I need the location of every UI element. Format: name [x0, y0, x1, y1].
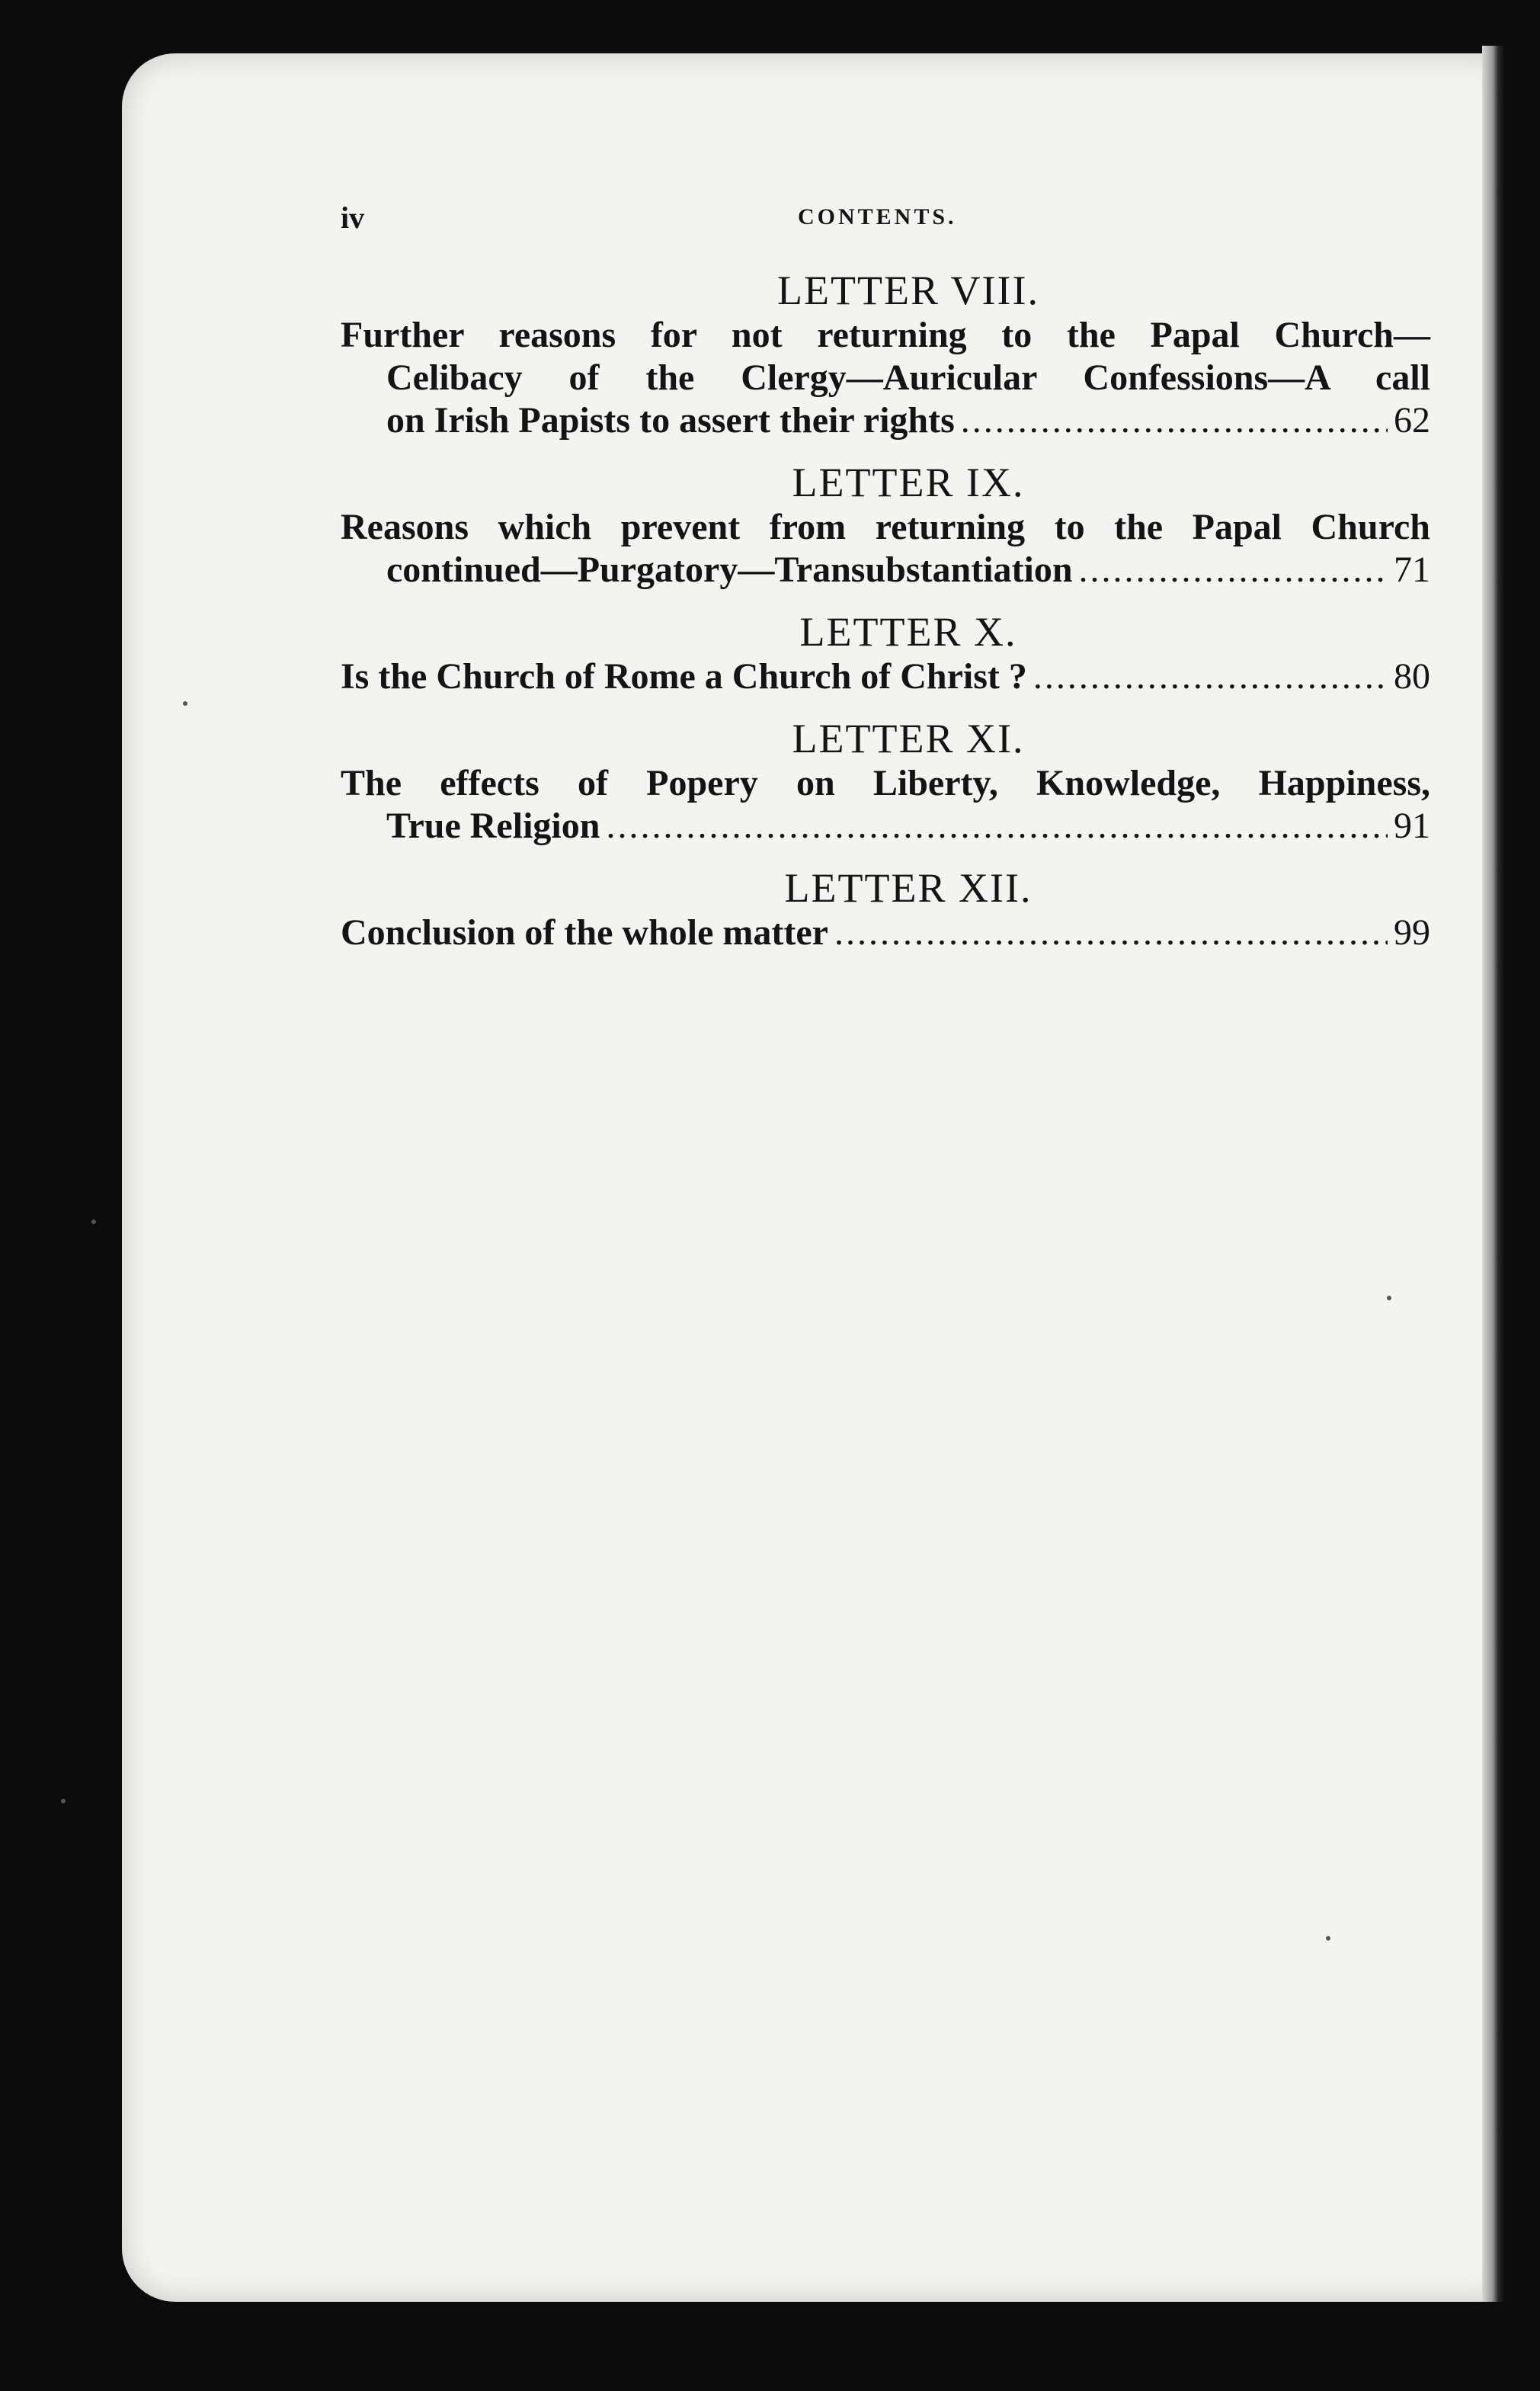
dot-leader	[1079, 549, 1388, 591]
entry-page-number: 91	[1394, 806, 1430, 846]
entry-last-line	[341, 805, 1430, 848]
dot-leader	[834, 912, 1388, 954]
page-header	[341, 200, 1438, 245]
entry-heading: LETTER XI.	[792, 716, 1025, 761]
entry-description	[341, 912, 1430, 954]
entry-line: Celibacy of the Clergy—Auricular Confessions—A call	[386, 357, 1430, 398]
entry-last-line	[341, 399, 1430, 442]
entry-line: Further reasons for not returning to the Papal Church—	[341, 315, 1430, 355]
dot-leader	[1033, 655, 1388, 698]
page-gutter	[1482, 46, 1505, 2302]
entry-page-number: 80	[1394, 656, 1430, 697]
entry-description	[341, 762, 1430, 848]
entry-line: Reasons which prevent from returning to the Papal Church	[341, 507, 1430, 547]
entry-heading: LETTER IX.	[792, 460, 1025, 505]
table-of-contents	[341, 267, 1430, 971]
entry-description	[341, 655, 1430, 698]
entry-line: The effects of Popery on Liberty, Knowledge, Happiness,	[341, 763, 1430, 803]
entry-line: Conclusion of the whole matter	[341, 912, 828, 953]
entry-page-number: 71	[1394, 550, 1430, 590]
toc-entry-letter-viii	[341, 267, 1430, 442]
entry-last-line	[341, 912, 1430, 954]
toc-entry-letter-xii	[341, 864, 1430, 954]
entry-line: on Irish Papists to assert their rights	[386, 400, 955, 441]
toc-entry-letter-xi	[341, 715, 1430, 848]
entry-page-number: 99	[1394, 912, 1430, 953]
entry-page-number: 62	[1394, 400, 1430, 441]
entry-line: True Religion	[386, 806, 600, 846]
dot-leader	[606, 805, 1388, 848]
entry-line: continued—Purgatory—Transubstantiation	[386, 550, 1073, 590]
toc-entry-letter-ix	[341, 459, 1430, 591]
scan-speck	[183, 701, 187, 706]
scan-speck	[1387, 1296, 1391, 1300]
entry-last-line	[341, 655, 1430, 698]
running-head: CONTENTS.	[798, 204, 957, 229]
entry-line: Is the Church of Rome a Church of Christ ?	[341, 656, 1027, 697]
page-number: iv	[341, 200, 365, 235]
scan-speck	[1326, 1936, 1330, 1941]
entry-description	[341, 314, 1430, 442]
scan-speck	[61, 1799, 66, 1803]
dot-leader	[961, 399, 1388, 442]
entry-heading: LETTER X.	[799, 609, 1017, 655]
scan-speck	[91, 1220, 96, 1224]
toc-entry-letter-x	[341, 608, 1430, 698]
entry-heading: LETTER XII.	[784, 865, 1033, 911]
entry-last-line	[341, 549, 1430, 591]
entry-description	[341, 506, 1430, 591]
entry-heading: LETTER VIII.	[777, 268, 1039, 313]
